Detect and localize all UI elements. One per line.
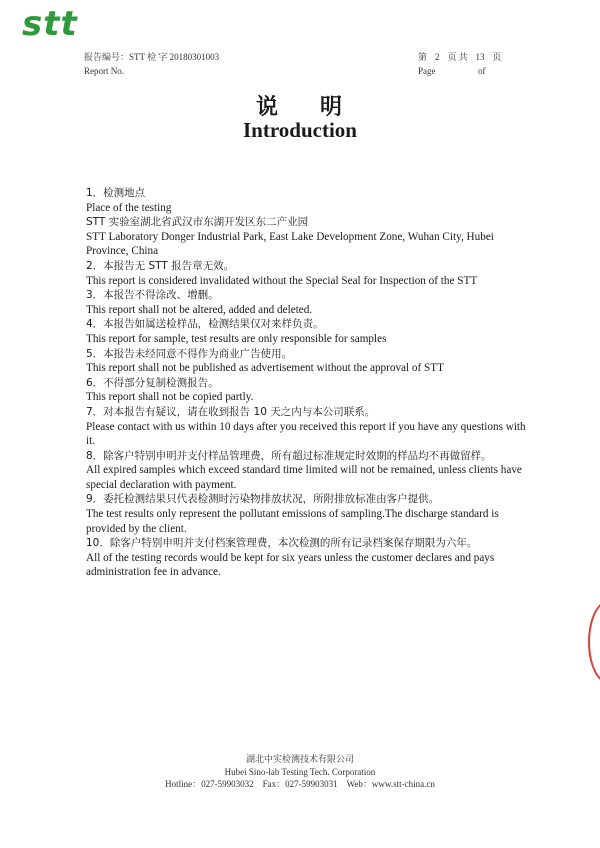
page-label-ye: 页 [492,52,502,62]
item-cn: 5．本报告未经同意不得作为商业广告使用。 [86,347,293,360]
report-number-block [84,50,219,78]
item-cn: 4．本报告如属送检样品，检测结果仅对来样负责。 [86,318,324,331]
item-cn: 9．委托检测结果只代表检测时污染物排放状况，所附排放标准由客户提供。 [86,493,440,506]
item-en: This report is considered invalidated without the Special Seal for Inspection of the STT [86,274,478,287]
title-cn-char-1: 说 [255,95,280,120]
page-label-en: Page [418,66,436,76]
item-cn: 1．检测地点 [86,187,146,199]
report-number-cn: 报告编号：STT 检 字 20180301003 [84,52,220,62]
item-cn: 7．对本报告有疑议，请在收到报告 10 天之内与本公司联系。 [86,405,376,418]
footer-company-en: Hubei Sino-lab Testing Tech. Corporation [224,767,376,777]
page-label-di: 第 [418,52,428,62]
footer-company-cn: 湖北中实检测技术有限公司 [245,755,354,765]
item-en: This report shall not be published as advertisement without the approval of STT [86,362,444,375]
item-cn: 10．除客户特别申明并支付档案管理费，本次检测的所有记录档案保存期限为六年。 [86,537,478,550]
item-cn: 8．除客户特别申明并支付样品管理费，所有超过标准规定时效期的样品均不再做留样。 [86,449,492,462]
item-en: All of the testing records would be kept for six years unless the customer declares and pays administration fee in advance. [86,551,495,579]
title-cn-char-2: 明 [320,95,345,120]
page-label-of: 页 共 [447,52,468,62]
footer-contact: Hotline：027-59903032 Fax：027-59903031 Web：www.stt-china.cn [165,779,435,789]
report-number-en: Report No. [84,66,124,76]
item-en: STT Laboratory Donger Industrial Park, East Lake Development Zone, Wuhan City, Hubei Province, China [86,230,494,258]
page-number: 2 [435,52,440,62]
page-title-en: Introduction [243,118,357,142]
item-cn: 6．不得部分复制检测报告。 [86,376,219,389]
item-en: Please contact with us within 10 days after you received this report if you have any questions with it. [86,420,526,448]
item-en: Place of the testing [86,201,172,214]
seal-edge-mark [588,600,600,684]
page-total: 13 [475,52,485,62]
of-label-en: of [478,66,486,76]
item-en: This report shall not be copied partly. [86,391,254,404]
company-logo: stt [22,4,78,44]
item-en: The test results only represent the pollutant emissions of sampling.The discharge standard is provided by the client. [86,508,499,535]
item-en: This report shall not be altered, added and deleted. [86,303,313,316]
item-en: All expired samples which exceed standard time limited will not be remained, unless clients have special declaration with payment. [86,464,522,491]
item-cn: STT 实验室湖北省武汉市东湖开发区东二产业园 [86,216,309,229]
item-cn: 3．本报告不得涂改、增删。 [86,289,219,302]
page-number-block [418,50,501,78]
page-title-cn [0,90,600,121]
item-en: This report for sample, test results are only responsible for samples [86,332,387,345]
page-footer [0,754,600,790]
introduction-content [86,186,528,580]
item-cn: 2．本报告无 STT 报告章无效。 [86,259,235,272]
